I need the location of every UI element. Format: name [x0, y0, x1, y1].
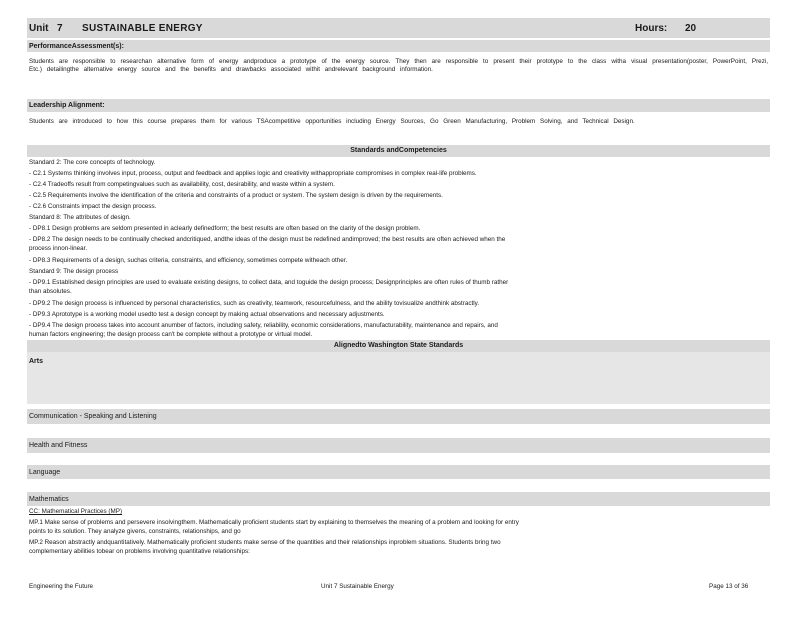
standards-line: Standard 2: The core concepts of technology.	[29, 159, 156, 166]
standards-line: than absolutes.	[29, 288, 72, 295]
standards-line: - DP8.2 The design needs to be continually checked andcritiqued, andthe ideas of the design must be redefined andimproved; the best results are often achieved when the	[29, 236, 506, 243]
unit-title: SUSTAINABLE ENERGY	[82, 23, 203, 34]
standards-line: - C2.1 Systems thinking involves input, process, output and feedback and applies logic and creativity withappropriate compromises in complex real-life problems.	[29, 170, 477, 177]
communication-band	[27, 409, 770, 424]
footer-page-number: Page 13 of 36	[709, 583, 749, 590]
mathematics-band	[27, 492, 770, 506]
standards-line: - C2.4 Tradeoffs result from competingvalues such as availability, cost, desirability, and waste within a system.	[29, 181, 335, 188]
language-heading: Language	[29, 469, 61, 476]
math-line: MP.1 Make sense of problems and persevere insolvingthem. Mathematically proficient students start by explaining to themselves the meaning of a problem and looking for entry	[29, 519, 519, 526]
standards-line: - DP9.1 Established design principles are used to evaluate existing designs, to collect data, and toguide the design process; Designprinciples are often rules of thumb rather	[29, 279, 509, 286]
standards-heading-band	[27, 145, 770, 157]
standards-line: - DP9.4 The design process takes into account anumber of factors, including safety, reliability, economic considerations, manufacturability, maintenance and repairs, and	[29, 322, 498, 329]
standards-heading: Standards andCompetencies	[350, 147, 447, 154]
health-heading: Health and Fitness	[29, 442, 88, 449]
aligned-heading-band	[27, 340, 770, 352]
standards-line: Standard 9: The design process	[29, 268, 119, 275]
leadership-heading: Leadership Alignment:	[29, 102, 105, 109]
math-line: MP.2 Reason abstractly andquantitatively. Mathematically proficient students make sense of the quantities and their relationships inproblem situations. Students bring two	[29, 539, 501, 546]
footer-center: Unit 7 Sustainable Energy	[321, 583, 394, 590]
health-band	[27, 438, 770, 453]
math-line: complementary abilities tobear on problems involving quantitative relationships:	[29, 548, 250, 555]
performance-heading-band	[27, 40, 770, 52]
standards-line: human factors engineering; the design process can't be complete without a prototype or virtual model.	[29, 331, 313, 338]
performance-text: Students are responsible to researchan alternative form of energy andproduce a prototype of the energy source. They then are responsible to present their prototype to the class witha visual presentation(poster, PowerPoint, Prezi, Etc.) detailingthe alternative energy source and the benefits and drawbacks associated withit andrelevant background information.	[29, 58, 768, 74]
hours-label: Hours:	[635, 23, 668, 34]
arts-heading: Arts	[29, 358, 44, 365]
footer-left: Engineering the Future	[29, 583, 94, 590]
unit-header-bar	[27, 18, 770, 38]
hours-value: 20	[685, 23, 697, 34]
standards-line: - DP9.2 The design process is influenced by personal characteristics, such as creativity, teamwork, resourcefulness, and the ability tovisualize andthink abstractly.	[29, 300, 480, 307]
communication-heading: Communication - Speaking and Listening	[29, 413, 157, 420]
standards-line: - DP9.3 Aprototype is a working model usedto test a design concept by making actual observations and necessary adjustments.	[29, 311, 385, 318]
unit-number: 7	[57, 23, 63, 34]
math-line: points to its solution. They analyze givens, constraints, relationships, and go	[29, 528, 241, 535]
leadership-text: Students are introduced to how this course prepares them for various TSAcompetitive opportunities including Energy Sources, Go Green Manufacturing, Problem Solving, and Technical Design.	[29, 118, 635, 125]
standards-line: process innon-linear.	[29, 245, 88, 252]
standards-line: - DP8.3 Requirements of a design, suchas criteria, constraints, and efficiency, sometimes compete witheach other.	[29, 257, 348, 264]
aligned-heading: Alignedto Washington State Standards	[333, 342, 464, 349]
leadership-heading-band	[27, 99, 770, 112]
performance-heading: PerformanceAssessment(s):	[29, 43, 124, 50]
standards-line: - DP8.1 Design problems are seldom presented in aclearly definedform; the best results are often based on the clarity of the design problem.	[29, 225, 421, 232]
arts-band	[27, 352, 770, 404]
language-band	[27, 465, 770, 479]
standards-line: - C2.6 Constraints impact the design process.	[29, 203, 157, 210]
mathematics-heading: Mathematics	[29, 496, 69, 503]
standards-line: Standard 8: The attributes of design.	[29, 214, 131, 221]
unit-label: Unit	[29, 23, 49, 34]
math-cc-line: CC: Mathematical Practices (MP)	[29, 508, 123, 515]
standards-line: - C2.5 Requirements involve the identification of the criteria and constraints of a product or system. The system design is driven by the requirements.	[29, 192, 443, 199]
